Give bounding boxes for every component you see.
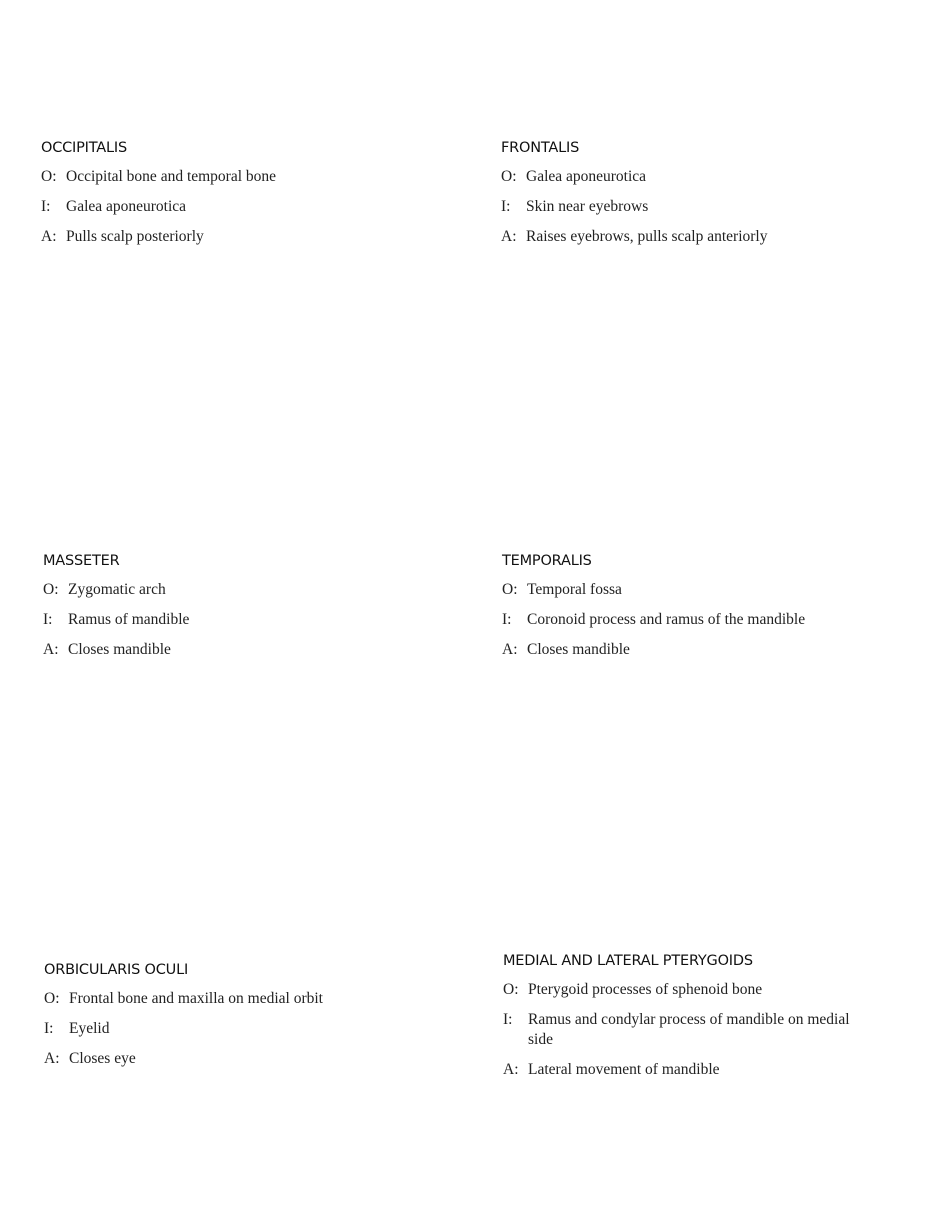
detail-key: I:: [501, 198, 511, 215]
detail-text: Occipital bone and temporal bone: [66, 168, 277, 185]
muscle-detail-row: [503, 980, 903, 1000]
muscle-detail-row: [503, 1060, 903, 1080]
muscle-title: ORBICULARIS OCULI: [44, 962, 189, 978]
detail-key: A:: [502, 641, 518, 658]
detail-text: Raises eyebrows, pulls scalp anteriorly: [526, 228, 768, 245]
detail-key: I:: [44, 1020, 54, 1037]
detail-key: A:: [43, 641, 59, 658]
detail-key: A:: [44, 1050, 60, 1067]
detail-key: O:: [502, 581, 518, 598]
muscle-detail-row: [501, 167, 901, 187]
muscle-detail-row: [43, 610, 443, 630]
detail-key: I:: [41, 198, 51, 215]
detail-key: I:: [503, 1011, 513, 1028]
detail-text: Closes mandible: [68, 641, 171, 658]
muscle-title: TEMPORALIS: [502, 553, 592, 569]
detail-text: Closes mandible: [527, 641, 630, 658]
muscle-detail-row: [44, 989, 444, 1009]
detail-text: Coronoid process and ramus of the mandible: [527, 611, 806, 628]
muscle-block: [41, 139, 441, 247]
muscle-detail-row: [503, 1010, 903, 1050]
muscle-detail-row: [501, 197, 901, 217]
detail-text: Eyelid: [69, 1020, 110, 1037]
detail-text: Galea aponeurotica: [66, 198, 187, 215]
muscle-detail-row: [501, 227, 901, 247]
muscle-title: MASSETER: [43, 553, 120, 569]
detail-text: Ramus and condylar process of mandible on medial side: [528, 1011, 850, 1048]
muscle-block: [503, 952, 903, 1080]
detail-text: Lateral movement of mandible: [528, 1061, 720, 1078]
muscle-title: FRONTALIS: [501, 140, 580, 156]
detail-key: I:: [502, 611, 512, 628]
detail-key: O:: [41, 168, 57, 185]
detail-text: Pterygoid processes of sphenoid bone: [528, 981, 763, 998]
detail-key: I:: [43, 611, 53, 628]
muscle-block: [501, 139, 901, 247]
muscle-detail-row: [44, 1049, 444, 1069]
detail-key: O:: [501, 168, 517, 185]
detail-text: Frontal bone and maxilla on medial orbit: [69, 990, 323, 1007]
detail-text: Skin near eyebrows: [526, 198, 649, 215]
muscle-title: MEDIAL AND LATERAL PTERYGOIDS: [503, 953, 753, 969]
detail-text: Pulls scalp posteriorly: [66, 228, 204, 245]
muscle-detail-row: [502, 580, 902, 600]
muscle-detail-row: [41, 167, 441, 187]
muscle-title: OCCIPITALIS: [41, 140, 127, 156]
detail-key: A:: [501, 228, 517, 245]
detail-key: O:: [503, 981, 519, 998]
muscle-block: [43, 552, 443, 660]
muscle-detail-row: [502, 610, 902, 630]
muscle-detail-row: [43, 580, 443, 600]
muscle-block: [44, 961, 444, 1069]
detail-key: A:: [41, 228, 57, 245]
muscle-detail-row: [41, 197, 441, 217]
muscle-detail-row: [44, 1019, 444, 1039]
detail-key: A:: [503, 1061, 519, 1078]
detail-key: O:: [43, 581, 59, 598]
muscle-detail-row: [502, 640, 902, 660]
detail-key: O:: [44, 990, 60, 1007]
detail-text: Ramus of mandible: [68, 611, 190, 628]
muscle-block: [502, 552, 902, 660]
muscle-detail-row: [43, 640, 443, 660]
detail-text: Galea aponeurotica: [526, 168, 647, 185]
muscle-detail-row: [41, 227, 441, 247]
detail-text: Temporal fossa: [527, 581, 622, 598]
detail-text: Zygomatic arch: [68, 581, 166, 598]
detail-text: Closes eye: [69, 1050, 136, 1067]
